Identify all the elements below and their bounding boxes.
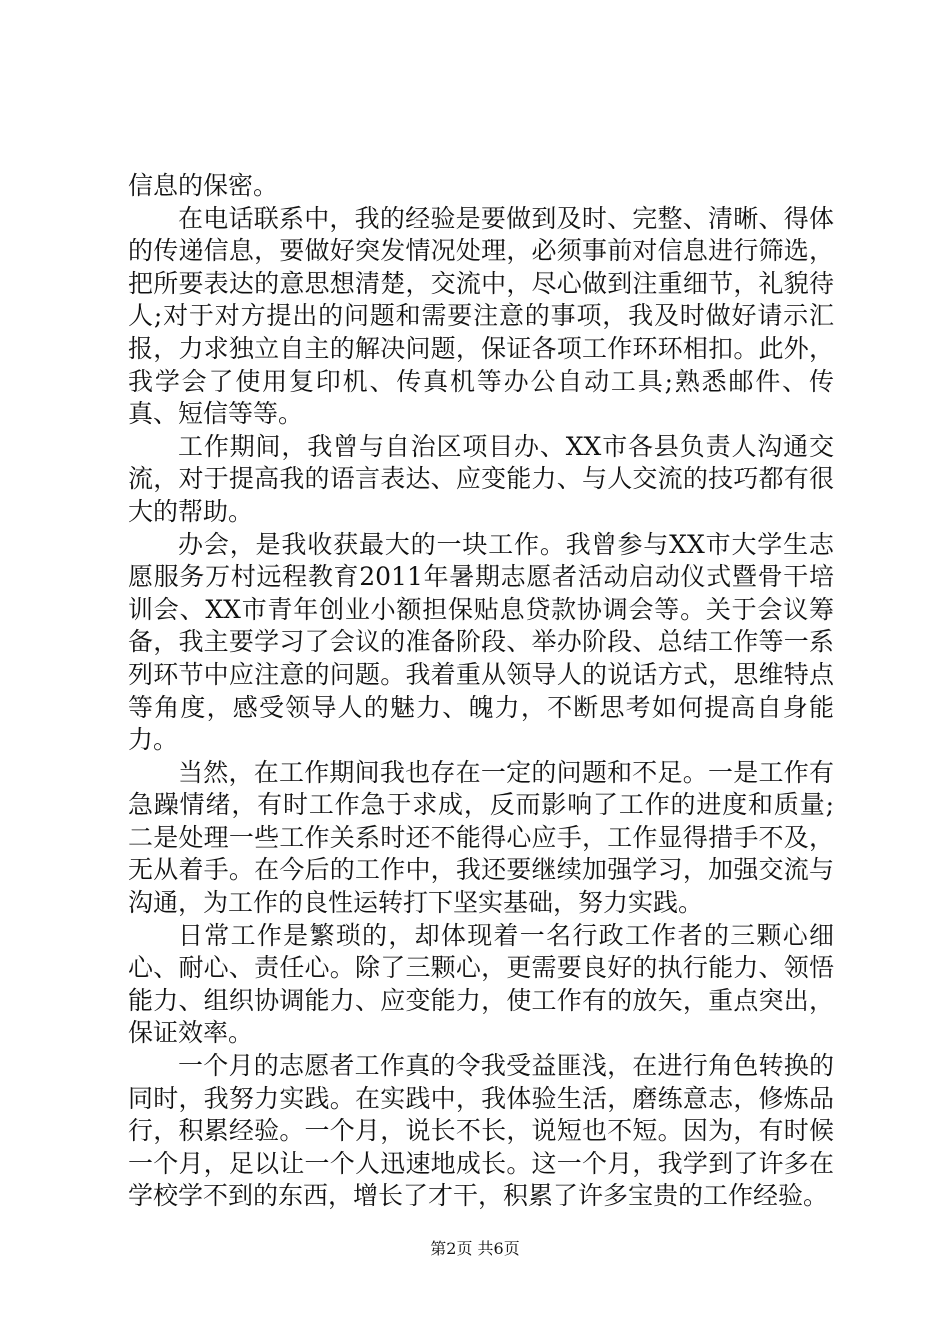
paragraph-shortcomings: 当然，在工作期间我也存在一定的问题和不足。一是工作有急躁情绪，有时工作急于求成，反而影响了工作的进度和质量;二是处理一些工作关系时还不能得心应手，工作显得措手不及，无从着手。在今后的工作中，我还要继续加强学习，加强交流与沟通，为工作的良性运转打下坚实基础，努力实践。 (128, 757, 834, 918)
paragraph-phone-contact: 在电话联系中，我的经验是要做到及时、完整、清晰、得体的传递信息，要做好突发情况处理，必须事前对信息进行筛选，把所要表达的意思想清楚，交流中，尽心做到注重细节，礼貌待人;对于对方提出的问题和需要注意的事项，我及时做好请示汇报，力求独立自主的解决问题，保证各项工作环环相扣。此外，我学会了使用复印机、传真机等办公自动工具;熟悉邮件、传真、短信等等。 (128, 203, 834, 429)
document-body (128, 170, 834, 1213)
paragraph-daily-work: 日常工作是繁琐的，却体现着一名行政工作者的三颗心细心、耐心、责任心。除了三颗心，更需要良好的执行能力、领悟能力、组织协调能力、应变能力，使工作有的放矢，重点突出，保证效率。 (128, 920, 834, 1048)
paragraph-work-communication: 工作期间，我曾与自治区项目办、XX市各县负责人沟通交流，对于提高我的语言表达、应变能力、与人交流的技巧都有很大的帮助。 (128, 431, 834, 526)
page-number-footer: 第2页 共6页 (430, 1239, 520, 1258)
paragraph-continuation: 信息的保密。 (128, 171, 279, 200)
paragraph-meetings: 办会，是我收获最大的一块工作。我曾参与XX市大学生志愿服务万村远程教育2011年暑期志愿者活动启动仪式暨骨干培训会、XX市青年创业小额担保贴息贷款协调会等。关于会议筹备，我主要学习了会议的准备阶段、举办阶段、总结工作等一系列环节中应注意的问题。我着重从领导人的说话方式，思维特点等角度，感受领导人的魅力、魄力，不断思考如何提高自身能力。 (128, 529, 834, 755)
paragraph-conclusion: 一个月的志愿者工作真的令我受益匪浅，在进行角色转换的同时，我努力实践。在实践中，我体验生活，磨练意志，修炼品行，积累经验。一个月，说长不长，说短也不短。因为，有时候一个月，足以让一个人迅速地成长。这一个月，我学到了许多在学校学不到的东西，增长了才干，积累了许多宝贵的工作经验。 (128, 1051, 834, 1211)
